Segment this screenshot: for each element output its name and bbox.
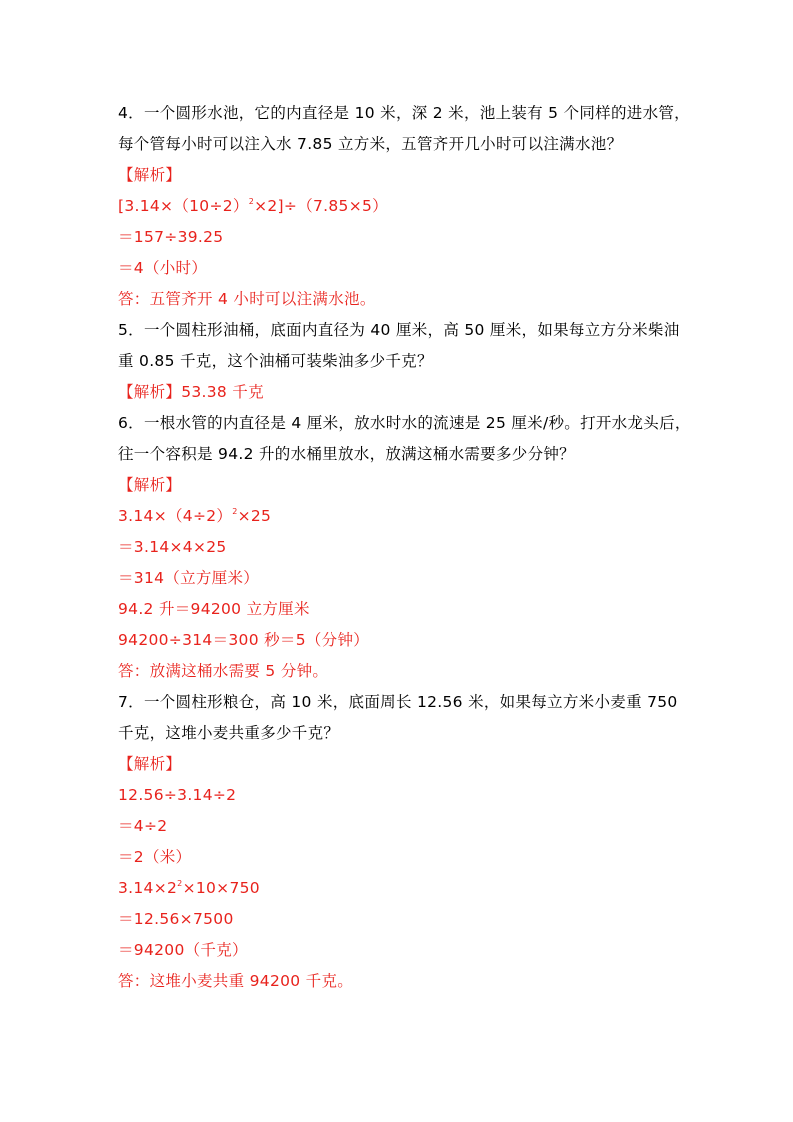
q6-answer: 答：放满这桶水需要 5 分钟。 <box>118 662 329 680</box>
q7-step-5: ＝12.56×7500 <box>118 910 234 928</box>
q7-step-2: ＝4÷2 <box>118 817 168 835</box>
q6-step-4: 94.2 升＝94200 立方厘米 <box>118 600 310 618</box>
q7-step-6: ＝94200（千克） <box>118 941 248 959</box>
q6-question-line-2: 往一个容积是 94.2 升的水桶里放水，放满这桶水需要多少分钟？ <box>118 445 575 463</box>
q7-question-line-2: 千克，这堆小麦共重多少千克？ <box>118 724 340 742</box>
q7-question-line-1: 7．一个圆柱形粮仓，高 10 米，底面周长 12.56 米，如果每立方米小麦重 750 <box>118 693 678 711</box>
q6-question-line-1: 6．一根水管的内直径是 4 厘米，放水时水的流速是 25 厘米/秒。打开水龙头后， <box>118 414 691 432</box>
q5-question-line-2: 重 0.85 千克，这个油桶可装柴油多少千克？ <box>118 352 433 370</box>
q4-step-1 <box>118 191 698 222</box>
q7-step-3: ＝2（米） <box>118 848 192 866</box>
q6-analysis-heading: 【解析】 <box>118 476 182 494</box>
q4-step-3: ＝4（小时） <box>118 259 208 277</box>
q4-analysis-heading: 【解析】 <box>118 166 182 184</box>
q4-question-line-1: 4．一个圆形水池，它的内直径是 10 米，深 2 米，池上装有 5 个同样的进水管， <box>118 104 690 122</box>
q4-question-line-2: 每个管每小时可以注入水 7.85 立方米，五管齐开几小时可以注满水池？ <box>118 135 623 153</box>
q6-step-5: 94200÷314＝300 秒＝5（分钟） <box>118 631 370 649</box>
q6-step-1-exponent: 2 <box>232 507 238 516</box>
q7-step-4-pre: 3.14×2 <box>118 879 178 897</box>
q6-step-2: ＝3.14×4×25 <box>118 538 227 556</box>
q4-answer: 答：五管齐开 4 小时可以注满水池。 <box>118 290 376 308</box>
q4-step-1-exponent: 2 <box>248 197 255 206</box>
q7-step-1: 12.56÷3.14÷2 <box>118 786 237 804</box>
q6-step-1 <box>118 501 698 532</box>
q7-analysis-heading: 【解析】 <box>118 755 182 773</box>
q4-step-1-pre: [3.14×（10÷2） <box>118 197 249 215</box>
q7-answer: 答：这堆小麦共重 94200 千克。 <box>118 972 354 990</box>
q7-step-4 <box>118 873 698 904</box>
q7-step-4-exponent: 2 <box>177 879 183 888</box>
q6-step-1-post: ×25 <box>237 507 272 525</box>
q4-step-1-post: ×2]÷（7.85×5） <box>254 197 388 215</box>
document-page <box>118 98 698 997</box>
q4-step-2: ＝157÷39.25 <box>118 228 224 246</box>
q6-step-3: ＝314（立方厘米） <box>118 569 260 587</box>
q6-step-1-pre: 3.14×（4÷2） <box>118 507 233 525</box>
q7-step-4-post: ×10×750 <box>182 879 260 897</box>
q5-question-line-1: 5．一个圆柱形油桶，底面内直径为 40 厘米，高 50 厘米，如果每立方分米柴油 <box>118 321 680 339</box>
q5-analysis: 【解析】53.38 千克 <box>118 383 264 401</box>
